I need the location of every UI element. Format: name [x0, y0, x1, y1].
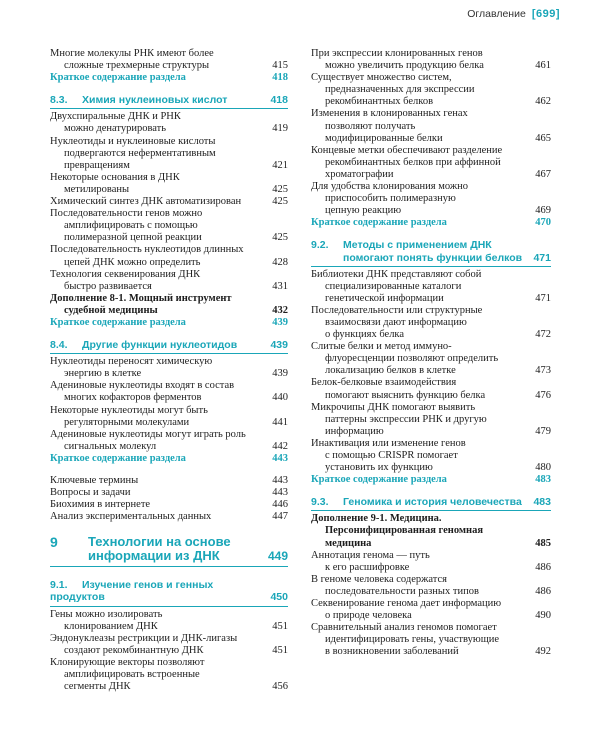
toc-entry-line[interactable] — [50, 633, 288, 645]
toc-entry-line[interactable] — [50, 429, 288, 441]
page-number: 469 — [535, 205, 551, 217]
entry-text: Последовательность нуклеотидов длинных — [50, 244, 244, 256]
toc-entry-line[interactable] — [50, 681, 288, 693]
toc-entry-line[interactable] — [311, 550, 551, 562]
entry-text: Нуклеотиды и нуклеиновые кислоты — [50, 135, 216, 147]
page-number: 441 — [272, 416, 288, 428]
entry-text: Некоторые нуклеотиды могут быть — [50, 404, 208, 416]
entry-text: информацию — [325, 425, 384, 437]
section-number: 9.3. — [311, 496, 329, 509]
toc-entry-line[interactable] — [50, 475, 288, 487]
entry-text: Последовательности или структурные — [311, 304, 483, 316]
entry-text: судебной медицины — [64, 304, 158, 316]
section-heading-line — [311, 239, 551, 251]
page-number: 490 — [535, 610, 551, 622]
entry-text: Микрочипы ДНК помогают выявить — [311, 401, 476, 413]
page-number: 485 — [535, 537, 551, 549]
entry-text: Библиотеки ДНК представляют собой — [311, 268, 482, 280]
toc-entry-line[interactable] — [50, 609, 288, 621]
entry-text: регуляторными молекулами — [64, 416, 190, 428]
chapter-title-line: Технологии на основе — [88, 534, 231, 550]
entry-text: Существует множество систем, — [311, 72, 452, 84]
toc-entry-line[interactable] — [50, 160, 288, 172]
entry-text: медицина — [325, 537, 372, 549]
entry-text: Белок-белковые взаимодействия — [311, 377, 457, 389]
entry-text: о природе человека — [325, 610, 412, 622]
page-number: 443 — [272, 487, 288, 499]
toc-entry-line[interactable] — [311, 169, 551, 181]
page-number: 446 — [272, 499, 288, 511]
page-number: 451 — [272, 644, 288, 656]
section-heading[interactable] — [311, 239, 551, 266]
entry-text: Адениновые нуклеотиды могут играть роль — [50, 428, 246, 440]
entry-text: многих кофакторов ферментов — [64, 392, 202, 404]
toc-entry-line[interactable] — [311, 438, 551, 450]
entry-text: амплифицировать встроенные — [64, 669, 200, 681]
entry-text: подвергаются неферментативным — [64, 147, 216, 159]
section-heading-line — [311, 496, 551, 508]
entry-text: цепную реакцию — [325, 205, 402, 217]
page-number: 428 — [272, 256, 288, 268]
entry-text: идентифицировать гены, участвующие — [325, 634, 500, 646]
page-number: 483 — [533, 496, 551, 509]
page-number: 425 — [272, 196, 288, 208]
feature-box-line[interactable] — [311, 525, 551, 537]
section-summary-link[interactable] — [50, 317, 288, 329]
page-number: 479 — [535, 425, 551, 437]
page-number: 425 — [272, 232, 288, 244]
toc-entry-line[interactable] — [311, 365, 551, 377]
page-number: 419 — [272, 123, 288, 135]
entry-text: сигнальных молекул — [64, 440, 157, 452]
entry-text: Слитые белки и метод иммуно- — [311, 341, 452, 353]
toc-entry-line[interactable] — [50, 669, 288, 681]
entry-text: Аннотация генома — путь — [311, 549, 430, 561]
toc-entry-line[interactable] — [311, 108, 551, 120]
toc-entry-line[interactable] — [311, 72, 551, 84]
toc-entry-line[interactable] — [50, 511, 288, 523]
toc-entry-line[interactable] — [311, 341, 551, 353]
toc-entry-line[interactable] — [311, 414, 551, 426]
toc-entry-line[interactable] — [311, 293, 551, 305]
toc-left-column — [50, 48, 288, 693]
entry-text: рекомбинантных белков при аффинной — [325, 156, 501, 168]
entry-text: При экспрессии клонированных генов — [311, 48, 483, 59]
entry-text: Некоторые основания в ДНК — [50, 171, 180, 183]
chapter-number: 9 — [50, 534, 58, 551]
page-number: 456 — [272, 681, 288, 693]
entry-text: флуоресценции позволяют определить — [325, 353, 499, 365]
section-summary-link[interactable] — [50, 72, 288, 84]
toc-entry-line[interactable] — [311, 145, 551, 157]
entry-text: Дополнение 8-1. Мощный инструмент — [50, 292, 232, 304]
toc-entry-line[interactable] — [50, 111, 288, 123]
toc-entry-line[interactable] — [50, 645, 288, 657]
entry-text: о функциях белка — [325, 329, 405, 341]
entry-text: цепей ДНК можно определить — [64, 256, 201, 268]
entry-text: Вопросы и задачи — [50, 487, 131, 499]
section-summary-link[interactable] — [311, 217, 551, 229]
page-number: 443 — [272, 452, 288, 464]
toc-entry-line[interactable] — [50, 244, 288, 256]
section-number: 9.2. — [311, 239, 329, 252]
page-number: 486 — [535, 585, 551, 597]
entry-text: можно денатурировать — [64, 123, 167, 135]
entry-text: Краткое содержание раздела — [50, 72, 186, 84]
toc-entry-line[interactable] — [50, 60, 288, 72]
entry-text: рекомбинантных белков — [325, 96, 434, 108]
toc-entry-line[interactable] — [311, 390, 551, 402]
entry-text: локализацию белков в клетке — [325, 365, 456, 377]
entry-text: Технология секвенирования ДНК — [50, 268, 201, 280]
toc-entry-line[interactable] — [311, 646, 551, 658]
toc-entry-line[interactable] — [50, 220, 288, 232]
header-label: Оглавление — [467, 8, 526, 20]
toc-entry-line[interactable] — [50, 123, 288, 135]
page-number: 421 — [272, 159, 288, 171]
entry-text: Сравнительный анализ геномов помогает — [311, 622, 497, 634]
toc-entry-line[interactable] — [311, 377, 551, 389]
page-number: 472 — [535, 329, 551, 341]
page-number: 476 — [535, 389, 551, 401]
entry-text: сложные трехмерные структуры — [64, 60, 210, 72]
toc-entry-line[interactable] — [311, 157, 551, 169]
entry-text: Многие молекулы РНК имеют более — [50, 48, 214, 59]
section-heading-line — [50, 579, 288, 603]
entry-text: модифицированные белки — [325, 132, 443, 144]
toc-entry-line[interactable] — [311, 317, 551, 329]
toc-entry-line[interactable] — [50, 657, 288, 669]
entry-text: к его расшифровке — [325, 561, 410, 573]
entry-text: Секвенирование генома дает информацию — [311, 598, 502, 610]
toc-entry-line[interactable] — [311, 586, 551, 598]
toc-entry-line[interactable] — [311, 426, 551, 438]
entry-text: Краткое содержание раздела — [50, 452, 186, 464]
toc-entry-line[interactable] — [311, 574, 551, 586]
entry-text: энергию в клетке — [64, 368, 142, 380]
entry-text: метилированы — [64, 183, 130, 195]
toc-entry-line[interactable] — [311, 205, 551, 217]
entry-text: Краткое содержание раздела — [311, 217, 447, 229]
entry-text: генетической информации — [325, 292, 444, 304]
page-number: 425 — [272, 183, 288, 195]
toc-entry-line[interactable] — [50, 487, 288, 499]
toc-entry-line[interactable] — [311, 634, 551, 646]
entry-text: создают рекомбинантную ДНК — [64, 644, 204, 656]
entry-text: взаимосвязи дают информацию — [325, 316, 467, 328]
section-title: Другие функции нуклеотидов — [82, 339, 238, 352]
toc-entry-line[interactable] — [311, 562, 551, 574]
toc-entry-line[interactable] — [50, 172, 288, 184]
entry-text: сегменты ДНК — [64, 681, 131, 693]
section-title: Методы с применением ДНК — [343, 239, 492, 252]
section-title: Химия нуклеиновых кислот — [82, 94, 228, 107]
page-number: 483 — [535, 474, 551, 486]
chapter-title-line: информации из ДНК — [88, 548, 220, 564]
toc-entry-line[interactable] — [50, 184, 288, 196]
entry-text: Гены можно изолировать — [50, 608, 163, 620]
entry-text: Биохимия в интернете — [50, 499, 151, 511]
page-number: 471 — [535, 292, 551, 304]
entry-text: хроматографии — [325, 168, 394, 180]
entry-text: позволяют получать — [325, 120, 416, 132]
page-number: 486 — [535, 561, 551, 573]
entry-text: Двухспиральные ДНК и РНК — [50, 111, 181, 123]
section-number: 8.3. — [50, 94, 68, 107]
section-heading[interactable] — [50, 579, 288, 606]
page-number: 447 — [272, 511, 288, 523]
entry-text: паттерны экспрессии РНК и другую — [325, 413, 487, 425]
page-number: 450 — [270, 591, 288, 604]
page-number: 461 — [535, 60, 551, 72]
toc-entry-line[interactable] — [311, 281, 551, 293]
entry-text: В геноме человека содержатся — [311, 573, 447, 585]
entry-text: Ключевые термины — [50, 475, 139, 486]
toc-entry-line[interactable] — [50, 136, 288, 148]
entry-text: специализированные каталоги — [325, 280, 462, 292]
toc-entry-line[interactable] — [311, 598, 551, 610]
page-number: 451 — [272, 620, 288, 632]
feature-box-line[interactable] — [311, 538, 551, 550]
section-summary-link[interactable] — [311, 474, 551, 486]
toc-entry-line[interactable] — [311, 121, 551, 133]
toc-entry-line[interactable] — [50, 392, 288, 404]
toc-entry-line[interactable] — [311, 402, 551, 414]
feature-box-line[interactable] — [311, 513, 551, 525]
page-number: 432 — [272, 304, 288, 316]
entry-text: можно увеличить продукцию белка — [325, 60, 484, 72]
entry-text: Для удобства клонирования можно — [311, 181, 468, 193]
entry-text: установить их функцию — [325, 462, 433, 474]
entry-text: полимеразной цепной реакции — [64, 232, 202, 244]
entry-text: Дополнение 9-1. Медицина. — [311, 513, 442, 525]
section-heading[interactable] — [311, 496, 551, 511]
page-number: 418 — [272, 72, 288, 84]
chapter-heading[interactable] — [50, 535, 288, 567]
entry-text: Краткое содержание раздела — [311, 474, 447, 486]
toc-entry-line[interactable] — [50, 196, 288, 208]
toc-entry-line[interactable] — [311, 269, 551, 281]
toc-entry-line[interactable] — [50, 148, 288, 160]
toc-entry-line[interactable] — [311, 133, 551, 145]
section-title: Геномика и история человечества — [343, 496, 522, 509]
entry-text: Адениновые нуклеотиды входят в состав — [50, 380, 235, 392]
toc-entry-line[interactable] — [311, 48, 551, 60]
toc-entry-line[interactable] — [311, 450, 551, 462]
entry-text: Химический синтез ДНК автоматизирован — [50, 196, 242, 208]
section-title: Изучение генов и генных продуктов — [50, 579, 214, 604]
page-number: 449 — [267, 549, 288, 564]
toc-entry-line[interactable] — [50, 356, 288, 368]
toc-entry-line[interactable] — [50, 380, 288, 392]
entry-text: амплифицировать с помощью — [64, 220, 198, 232]
page-number: 467 — [535, 168, 551, 180]
toc-entry-line[interactable] — [50, 368, 288, 380]
toc-entry-line[interactable] — [50, 208, 288, 220]
entry-text: Нуклеотиды переносят химическую — [50, 356, 213, 368]
toc-entry-line[interactable] — [50, 269, 288, 281]
toc-entry-line[interactable] — [50, 441, 288, 453]
toc-entry-line[interactable] — [50, 499, 288, 511]
toc-entry-line[interactable] — [311, 305, 551, 317]
toc-entry-line[interactable] — [50, 232, 288, 244]
section-heading-line — [311, 252, 551, 264]
entry-text: клонированием ДНК — [64, 620, 158, 632]
section-number: 8.4. — [50, 339, 68, 352]
entry-text: предназначенных для экспрессии — [325, 84, 475, 96]
section-title: помогают понять функции белков — [343, 251, 523, 264]
toc-entry-line[interactable] — [50, 257, 288, 269]
entry-text: последовательности разных типов — [325, 585, 479, 597]
page-number: 480 — [535, 462, 551, 474]
entry-text: Изменения в клонированных генах — [311, 108, 468, 120]
page-number: 439 — [272, 368, 288, 380]
section-heading[interactable] — [50, 339, 288, 354]
entry-text: Последовательности генов можно — [50, 208, 203, 220]
header-page-number: [699] — [531, 8, 560, 20]
page-number: 442 — [272, 440, 288, 452]
section-heading-line — [50, 94, 288, 106]
page-number: 462 — [535, 96, 551, 108]
page-number: 470 — [535, 217, 551, 229]
toc-entry-line[interactable] — [311, 353, 551, 365]
spacer — [50, 465, 288, 475]
entry-text: Инактивация или изменение генов — [311, 437, 466, 449]
toc-entry-line[interactable] — [311, 462, 551, 474]
entry-text: Персонифицированная геномная — [325, 525, 484, 537]
toc-entry-line[interactable] — [50, 281, 288, 293]
entry-text: помогают выяснить функцию белка — [325, 389, 486, 401]
page-number: 471 — [533, 251, 551, 264]
page-number: 443 — [272, 475, 288, 486]
toc-entry-line[interactable] — [311, 96, 551, 108]
page-number: 415 — [272, 60, 288, 72]
toc-entry-line[interactable] — [311, 60, 551, 72]
entry-text: с помощью CRISPR помогает — [325, 450, 458, 461]
page-number: 439 — [270, 339, 288, 352]
entry-text: быстро развивается — [64, 280, 152, 292]
entry-text: Анализ экспериментальных данных — [50, 511, 212, 523]
toc-entry-line[interactable] — [311, 193, 551, 205]
page-number: 439 — [272, 316, 288, 328]
feature-box-line[interactable] — [50, 293, 288, 305]
page-number: 492 — [535, 646, 551, 658]
toc-entry-line[interactable] — [311, 610, 551, 622]
toc-entry-line[interactable] — [50, 417, 288, 429]
section-heading[interactable] — [50, 94, 288, 109]
entry-text: Эндонуклеазы рестрикции и ДНК-лигазы — [50, 632, 238, 644]
toc-entry-line[interactable] — [311, 84, 551, 96]
toc-entry-line[interactable] — [311, 622, 551, 634]
feature-box-line[interactable] — [50, 305, 288, 317]
entry-text: Концевые метки обеспечивают разделение — [311, 144, 503, 156]
entry-text: превращениям — [64, 159, 130, 171]
toc-entry-line[interactable] — [50, 621, 288, 633]
section-heading-line — [50, 339, 288, 351]
entry-text: приспособить полимеразную — [325, 193, 456, 205]
toc-entry-line[interactable] — [50, 405, 288, 417]
entry-text: Клонирующие векторы позволяют — [50, 656, 205, 668]
page-number: 418 — [270, 94, 288, 107]
section-summary-link[interactable] — [50, 453, 288, 465]
entry-text: Краткое содержание раздела — [50, 316, 186, 328]
toc-entry-line[interactable] — [311, 181, 551, 193]
section-number: 9.1. — [50, 579, 68, 592]
page-number: 431 — [272, 280, 288, 292]
toc-entry-line[interactable] — [311, 329, 551, 341]
page-number: 465 — [535, 132, 551, 144]
page-number: 440 — [272, 392, 288, 404]
page-number: 473 — [535, 365, 551, 377]
toc-entry-line[interactable] — [50, 48, 288, 60]
entry-text: в возникновении заболеваний — [325, 646, 459, 658]
toc-right-column — [311, 48, 551, 659]
running-header — [467, 8, 560, 20]
